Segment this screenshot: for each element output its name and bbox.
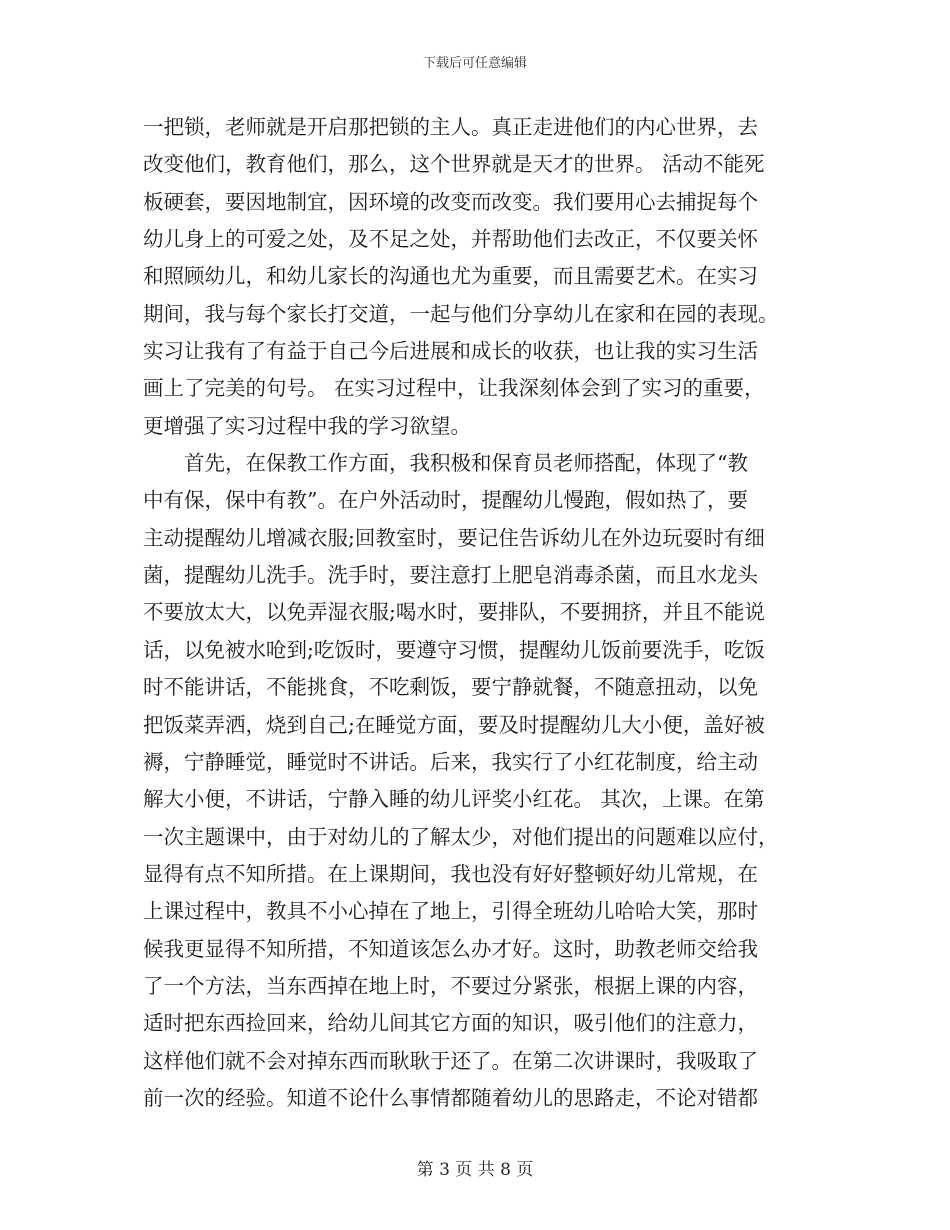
text-line: 中有保，保中有教”。在户外活动时，提醒幼儿慢跑，假如热了，要 <box>143 488 748 513</box>
text-line: 板硬套，要因地制宜，因环境的改变而改变。我们要用心去捕捉每个 <box>143 189 758 214</box>
text-line: 菌，提醒幼儿洗手。洗手时，要注意打上肥皂消毒杀菌，而且水龙头 <box>143 563 758 588</box>
text-line: 候我更显得不知所措，不知道该怎么办才好。这时，助教老师交给我 <box>143 936 758 961</box>
text-line: 一次主题课中，由于对幼儿的了解太少，对他们提出的问题难以应付， <box>143 824 779 849</box>
text-line: 时不能讲话，不能挑食，不吃剩饭，要宁静就餐，不随意扭动，以免 <box>143 675 758 700</box>
text-line: 了一个方法，当东西掉在地上时，不要过分紧张，根据上课的内容， <box>143 973 758 998</box>
text-line: 幼儿身上的可爱之处，及不足之处，并帮助他们去改正，不仅要关怀 <box>143 227 758 252</box>
text-line: 解大小便，不讲话，宁静入睡的幼儿评奖小红花。 其次，上课。在第 <box>143 787 765 812</box>
text-line: 话，以免被水呛到;吃饭时，要遵守习惯，提醒幼儿饭前要洗手，吃饭 <box>143 637 765 662</box>
text-line: 主动提醒幼儿增减衣服;回教室时，要记住告诉幼儿在外边玩耍时有细 <box>143 525 765 550</box>
text-line: 显得有点不知所措。在上课期间，我也没有好好整顿好幼儿常规，在 <box>143 861 758 886</box>
document-body <box>143 109 809 1117</box>
text-line: 改变他们，教育他们，那么，这个世界就是天才的世界。 活动不能死 <box>143 152 765 177</box>
text-line: 和照顾幼儿，和幼儿家长的沟通也尤为重要，而且需要艺术。在实习 <box>143 264 758 289</box>
text-line: 不要放太大，以免弄湿衣服;喝水时，要排队，不要拥挤，并且不能说 <box>143 600 765 625</box>
text-line: 更增强了实习过程中我的学习欲望。 <box>143 413 471 438</box>
text-line: 适时把东西捡回来，给幼儿间其它方面的知识，吸引他们的注意力， <box>143 1011 758 1036</box>
text-line: 实习让我有了有益于自己今后进展和成长的收获，也让我的实习生活 <box>143 339 758 364</box>
page-number-footer: 第 3 页 共 8 页 <box>416 1160 534 1180</box>
text-line: 一把锁，老师就是开启那把锁的主人。真正走进他们的内心世界，去 <box>143 115 758 139</box>
text-line: 首先，在保教工作方面，我积极和保育员老师搭配，体现了“教 <box>143 451 748 476</box>
page-header: 下载后可任意编辑 <box>422 56 527 71</box>
text-line: 前一次的经验。知道不论什么事情都随着幼儿的思路走，不论对错都 <box>143 1085 758 1110</box>
text-line: 画上了完美的句号。 在实习过程中，让我深刻体会到了实习的重要， <box>143 376 765 401</box>
text-line: 这样他们就不会对掉东西而耿耿于还了。在第二次讲课时，我吸取了 <box>143 1048 758 1073</box>
text-line: 把饭菜弄洒，烧到自己;在睡觉方面，要及时提醒幼儿大小便，盖好被 <box>143 712 765 737</box>
text-line: 期间，我与每个家长打交道，一起与他们分享幼儿在家和在园的表现。 <box>143 301 779 326</box>
text-line: 褥，宁静睡觉，睡觉时不讲话。后来，我实行了小红花制度，给主动 <box>143 749 758 774</box>
text-line: 上课过程中，教具不小心掉在了地上，引得全班幼儿哈哈大笑，那时 <box>143 899 758 924</box>
